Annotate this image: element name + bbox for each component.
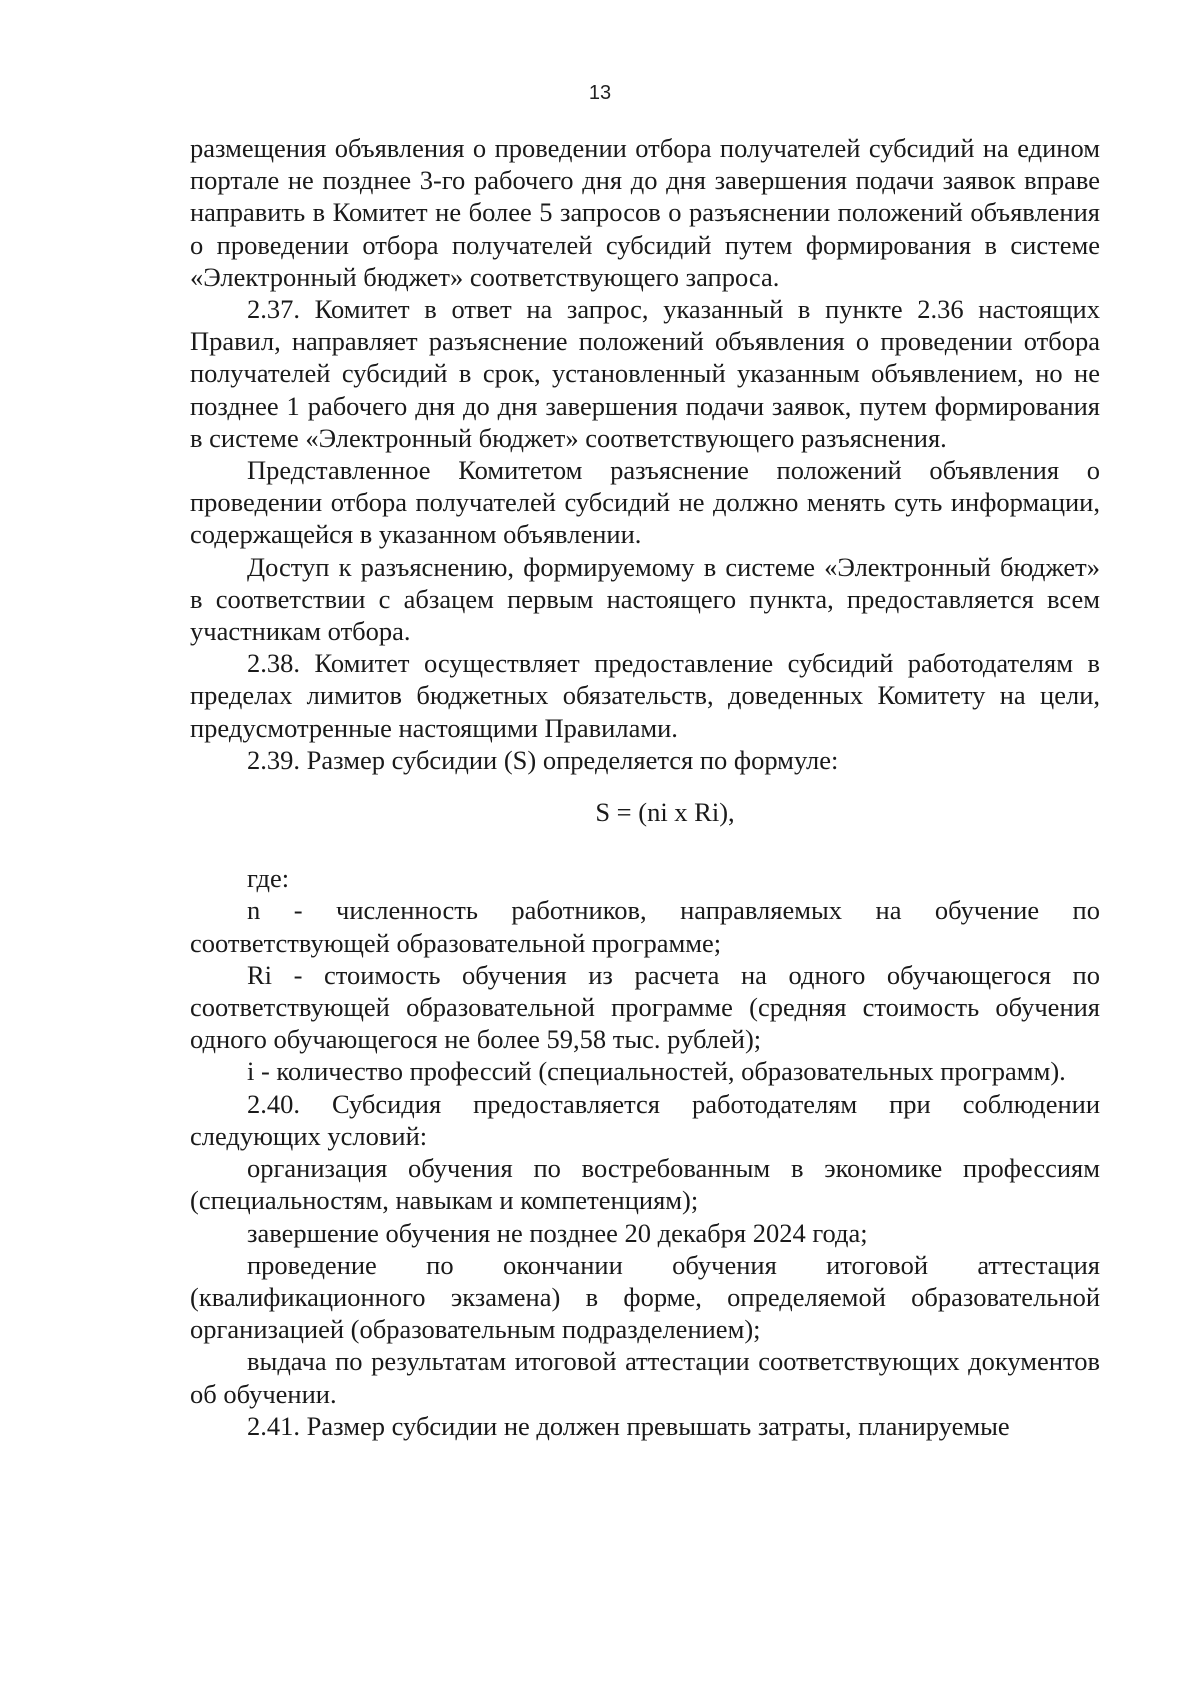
paragraph-2-41: 2.41. Размер субсидии не должен превышать затраты, планируемые <box>247 1410 1010 1441</box>
condition-final-attestation: проведение по окончании обучения итоговой аттестация (квалификационного экзамена) в форме, определяемой образовательной организацией (образовательным подразделением); <box>190 1249 1100 1345</box>
condition-training-deadline: завершение обучения не позднее 20 декабря 2024 года; <box>247 1217 868 1248</box>
paragraph-2-40: 2.40. Субсидия предоставляется работодателям при соблюдении следующих условий: <box>190 1088 1100 1151</box>
condition-training-organization: организация обучения по востребованным в экономике профессиям (специальностям, навыкам и компетенциям); <box>190 1153 1100 1216</box>
formula-definition-n: n - численность работников, направляемых на обучение по соответствующей образовательной программе; <box>190 895 1100 958</box>
subsidy-formula: S = (ni x Ri), <box>595 797 735 828</box>
paragraph-clarification-access: Доступ к разъяснению, формируемому в системе «Электронный бюджет» в соответствии с абзацем первым настоящего пункта, предоставляется всем участникам отбора. <box>190 551 1100 647</box>
paragraph-clarification-content: Представленное Комитетом разъяснение положений объявления о проведении отбора получателей субсидий не должно менять суть информации, содержащейся в указанном объявлении. <box>190 455 1100 550</box>
condition-documents-issuance: выдача по результатам итоговой аттестации соответствующих документов об обучении. <box>190 1346 1100 1409</box>
paragraph-2-39: 2.39. Размер субсидии (S) определяется по формуле: <box>247 744 839 775</box>
document-body <box>190 132 1100 1442</box>
formula-definition-i: i - количество профессий (специальностей, образовательных программ). <box>247 1056 1066 1087</box>
formula-definition-ri: Ri - стоимость обучения из расчета на одного обучающегося по соответствующей образовательной программе (средняя стоимость обучения одного обучающегося не более 59,58 тыс. рублей); <box>190 959 1100 1055</box>
paragraph-2-37: 2.37. Комитет в ответ на запрос, указанный в пункте 2.36 настоящих Правил, направляет разъяснение положений объявления о проведении отбора получателей субсидий в срок, установленный указанным объявлением, но не позднее 1 рабочего дня до дня завершения подачи заявок, путем формирования в системе «Электронный бюджет» соответствующего разъяснения. <box>190 294 1100 453</box>
paragraph-continuation: размещения объявления о проведении отбора получателей субсидий на едином портале не позднее 3-го рабочего дня до дня завершения подачи заявок вправе направить в Комитет не более 5 запросов о разъяснении положений объявления о проведении отбора получателей субсидий путем формирования в системе «Электронный бюджет» соответствующего запроса. <box>190 133 1100 292</box>
page-number: 13 <box>588 82 612 104</box>
formula-where-label: где: <box>247 863 290 894</box>
paragraph-2-38: 2.38. Комитет осуществляет предоставление субсидий работодателям в пределах лимитов бюджетных обязательств, доведенных Комитету на цели, предусмотренные настоящими Правилами. <box>190 648 1100 743</box>
